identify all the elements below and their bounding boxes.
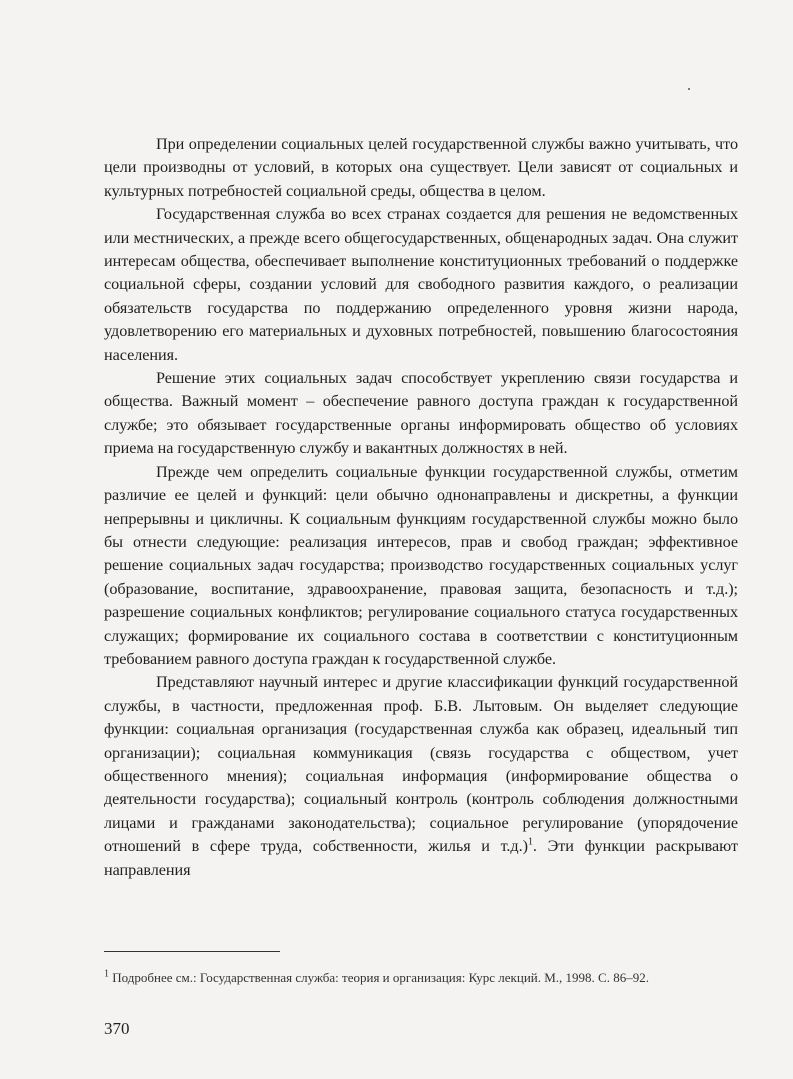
paragraph-5-text-end: . Эти функции раскрывают направления (104, 837, 738, 879)
paragraph-2: Государственная служба во всех странах создается для решения не ведомственных или местнических, а прежде всего общегосударственных, общенародных задач. Она служит интересам общества, обеспечивает выполнение конституционных требований о поддержке социальной сферы, создании условий для свободного развития каждого, о реализации обязательств государства по поддержанию определенного уровня жизни народа, удовлетворению его материальных и духовных потребностей, повышению благосостояния населения. (104, 205, 738, 364)
main-text (104, 133, 738, 882)
paragraph-3: Решение этих социальных задач способствует укреплению связи государства и общества. Важный момент – обеспечение равного доступа граждан к государственной службе; это обязывает государственные органы информировать общество об условиях приема на государственную службу и вакантных должностях в ней. (104, 369, 738, 458)
paragraph-4: Прежде чем определить социальные функции государственной службы, отметим различие ее целей и функций: цели обычно однонаправлены и дискретны, а функции непрерывны и цикличны. К социальным функциям государственной службы можно было бы отнести следующие: реализация интересов, прав и свобод граждан; эффективное решение социальных задач государства; производство государственных социальных услуг (образование, воспитание, здравоохранение, правовая защита, безопасность и т.д.); разрешение социальных конфликтов; регулирование социального статуса государственных служащих; формирование их социального состава в соответствии с конституционным требованием равного доступа граждан к государственной службе. (104, 462, 738, 668)
footnote-marker: 1 (104, 968, 109, 980)
footnote (104, 968, 738, 987)
paragraph-5 (104, 671, 738, 882)
scan-speck (688, 88, 690, 90)
footnote-text: Подробнее см.: Государственная служба: теория и организация: Курс лекций. М., 1998. С. 86–92. (112, 970, 649, 985)
footnote-divider (104, 951, 280, 952)
footnote-reference: 1 (527, 836, 533, 848)
page-number: 370 (104, 1019, 130, 1038)
paragraph-5-text-start: Представляют научный интерес и другие классификации функций государственной службы, в частности, предложенная проф. Б.В. Лытовым. Он выделяет следующие функции: социальная организация (государственная служба как образец, идеальный тип организации); социальная коммуникация (связь государства с обществом, учет общественного мнения); социальная информация (информирование общества о деятельности государства); социальный контроль (контроль соблюдения должностными лицами и гражданами законодательства); социальное регулирование (упорядочение отношений в сфере труда, собственности, жилья и т.д.) (104, 673, 738, 856)
paragraph-1: При определении социальных целей государственной службы важно учитывать, что цели производны от условий, в которых она существует. Цели зависят от социальных и культурных потребностей социальной среды, общества в целом. (104, 135, 738, 200)
